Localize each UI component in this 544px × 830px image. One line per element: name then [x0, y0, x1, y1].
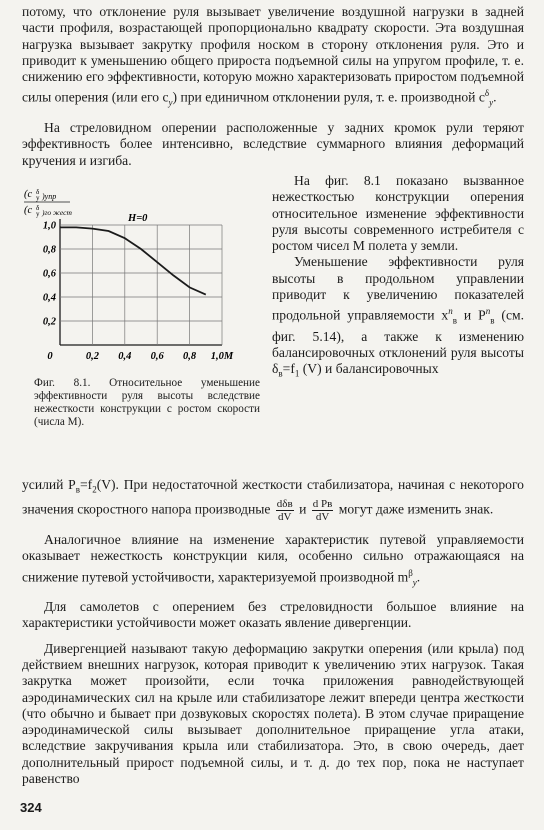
x-tick-label: 0,8 — [183, 350, 197, 362]
paragraph-1: потому, что отклонение руля вызывает увеличение воздушной нагрузки в задней части профиля, возрастающей пропорционально квадрату скорости. Эта воздушная нагрузка вызывает закрутку профиля носком в сторону отклонения руля. Это и приводит к уменьшению общего прироста подъемной силы на упругом профиле, т. е. снижению его эффективности, которую можно характеризовать приростом подъемной силы оперения (или его $c_y$) при единичном отклонении руля, т. е. производной $c^\delta_y$. — [22, 4, 524, 108]
paragraph-7: Дивергенцией называют такую деформацию закрутки оперения (или крыла) под действием внешних нагрузок, которая приводит к увеличению этих нагрузок. Такая закрутка может произойти, если точка приложения равнодействующей аэродинамических сил на крыле или стабилизаторе лежит впереди центра жесткости (что обычно и бывает при дозвуковых скоростях полета). В этом случае приращение аэродинамической силы вызывает дополнительное приращение угла атаки, вследствие закручивания крыла или стабилизатора. Это, в свою очередь, дает дополнительный прирост подъемной силы, и т. д. до тех пор, пока не наступает равенство — [22, 640, 524, 787]
x-tick-label: 0,6 — [150, 350, 164, 362]
y-label-top-upr: )упр — [42, 191, 57, 201]
paragraph-4: Уменьшение эффективности руля высоты в продольном управлении приводит к увеличению показателей продольной управляемости $x^n_в$ и $P^n_в$ (см. фиг. 5.14), а также к изменению балансировочных отклонений руля высоты $\delta_в=f_1$ (V) и балансировочных — [272, 254, 524, 380]
x-tick-label: 1,0M — [210, 350, 234, 362]
y-label-top-sup: δ — [36, 187, 40, 196]
y-label-top-sub: y — [36, 193, 40, 202]
paragraph-5: Аналогичное влияние на изменение характеристик путевой управляемости оказывает нежесткость конструкции киля, особенно сильно отражающаяся на снижение путевой устойчивости, характеризуемой производной $m^\beta_y$. — [22, 531, 524, 587]
page — [22, 4, 524, 787]
figure-caption: Фиг. 8.1. Относительное уменьшение эффективности руля высоты вследствие нежесткости конструкции с ростом скорости (числа M). — [34, 376, 260, 428]
figure-8-1 — [22, 177, 262, 477]
efficiency-chart — [22, 177, 262, 377]
h-annotation: H=0 — [128, 212, 148, 224]
y-tick-label: 0,8 — [42, 244, 56, 256]
page-number: 324 — [20, 800, 42, 815]
y-label-top: (c — [24, 188, 33, 200]
y-label-bottom-sup: δ — [36, 203, 40, 212]
fraction-d-delta: $\frac{\text{dδв}}{dV}$ — [276, 497, 293, 523]
y-tick-label: 0,6 — [42, 268, 56, 280]
y-label-bottom-zhest: )го жест — [42, 207, 72, 217]
y-label-bottom-sub: y — [36, 209, 40, 218]
paragraph-6: Для самолетов с оперением без стреловидности большое влияние на характеристики устойчивости может оказать явление дивергенции. — [22, 599, 524, 631]
fraction-d-p: $\frac{\text{d Pв}}{dV}$ — [312, 497, 333, 523]
efficiency-curve — [60, 227, 206, 294]
figure-wrap-zone — [22, 169, 524, 428]
x-tick-label: 0,2 — [85, 350, 99, 362]
y-tick-label: 1,0 — [42, 220, 56, 232]
paragraph-4-continued: усилий $P_в=f_2(V)$. При недостаточной жесткости стабилизатора, начиная с некоторого значения скоростного напора производные $\frac{\text{dδв}}{dV}$ и $\frac{\text{d Pв}}{dV}$ могут даже изменить знак. — [22, 476, 524, 523]
paragraph-3: На фиг. 8.1 показано вызванное нежесткостью конструкции оперения относительное изменение эффективности руля высоты современного истребителя с ростом чисел M полета у земли. — [272, 172, 524, 254]
y-tick-label: 0,4 — [42, 292, 56, 304]
paragraph-2: На стреловидном оперении расположенные у задних кромок рули теряют эффективность более интенсивно, вследствие суммарного влияния деформаций кручения и изгиба. — [22, 120, 524, 168]
y-label-bottom: (c — [24, 204, 33, 216]
x-tick-label: 0 — [47, 350, 53, 362]
x-tick-label: 0,4 — [118, 350, 132, 362]
y-tick-label: 0,2 — [42, 316, 56, 328]
